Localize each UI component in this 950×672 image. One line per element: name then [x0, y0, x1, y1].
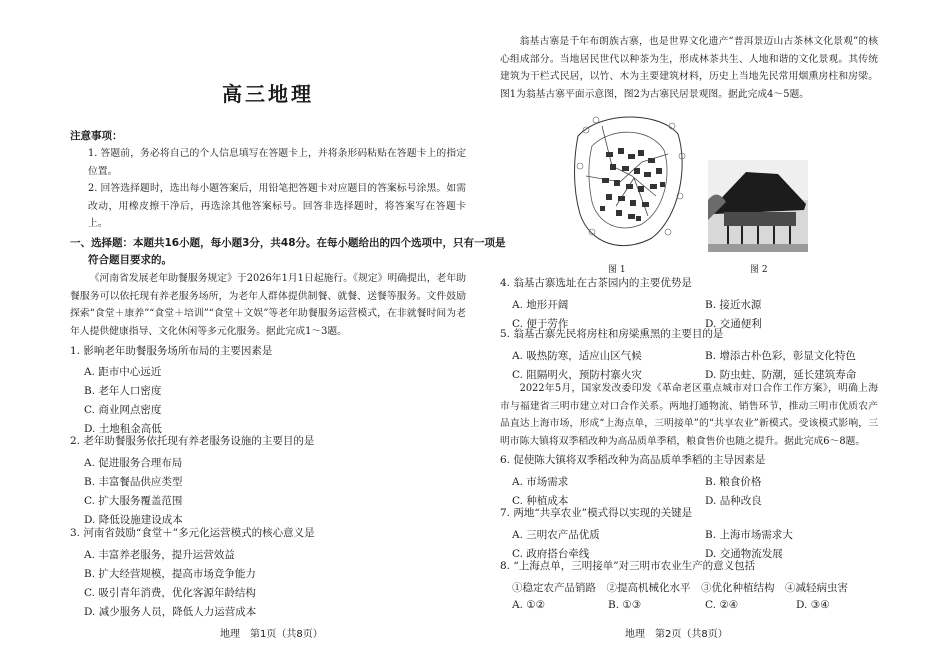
q4-option-c: C. 便于劳作 [512, 318, 569, 330]
note-item-2: 2. 回答选择题时，选出每小题答案后，用铅笔把答题卡对应题目的答案标号涂黑。如需改动，用橡皮擦干净后，再选涂其他答案标号。回答非选择题时，将答案写在答题卡上。 [88, 183, 466, 230]
q8-option-b: B. ①③ [608, 599, 642, 611]
q7-option-b: B. 上海市场需求大 [705, 529, 793, 541]
q8-option-d: D. ③④ [796, 599, 830, 611]
village-plan-figure [572, 106, 690, 256]
passage-1: 《河南省发展老年助餐服务规定》于2026年1月1日起施行。《规定》明确提出，老年助餐服务可以依托现有养老服务场所，为老年人群体提供制餐、就餐、送餐等服务。文件鼓励探索“食堂＋康养”“食堂＋培训”“食堂＋文娱”等老年助餐服务运营模式，在非就餐时间为老年人提供健康指导、文化休闲等多元化服务。据此完成1～3题。 [70, 273, 466, 337]
q2-option-a: A. 促进服务合理布局 [84, 457, 183, 469]
q1-option-d: D. 土地租金高低 [84, 423, 162, 435]
q1-option-a: A. 距市中心远近 [84, 366, 162, 378]
notes-header: 注意事项： [70, 130, 123, 142]
question-2-stem: 2. 老年助餐服务依托现有养老服务设施的主要目的是 [70, 435, 315, 447]
q3-option-d: D. 减少服务人员，降低人力运营成本 [84, 606, 257, 618]
q5-option-b: B. 增添古朴色彩，彰显文化特色 [705, 350, 856, 362]
q3-option-c: C. 吸引青年消费，优化客源年龄结构 [84, 587, 256, 599]
q2-option-b: B. 丰富餐品供应类型 [84, 476, 183, 488]
figure-2-caption: 图 2 [750, 265, 768, 275]
question-3-stem: 3. 河南省鼓励“食堂＋”多元化运营模式的核心意义是 [70, 527, 315, 539]
q7-option-a: A. 三明农产品优质 [512, 529, 600, 541]
q3-option-a: A. 丰富养老服务，提升运营效益 [84, 549, 235, 561]
section-heading: 一、选择题：本题共16小题，每小题3分，共48分。在每小题给出的四个选项中，只有一项是 [70, 237, 506, 249]
q5-option-d: D. 防虫蛀、防潮，延长建筑寿命 [705, 369, 857, 381]
q4-option-d: D. 交通便利 [705, 318, 762, 330]
page-footer-right: 地理 第2页（共8页） [625, 629, 728, 640]
q1-option-c: C. 商业网点密度 [84, 404, 162, 416]
question-6-stem: 6. 促使陈大镇将双季稻改种为高品质单季稻的主导因素是 [500, 454, 766, 466]
q1-option-b: B. 老年人口密度 [84, 385, 162, 397]
page-title: 高三地理 [222, 82, 314, 106]
q6-option-b: B. 粮食价格 [705, 476, 762, 488]
passage-3: 2022年5月，国家发改委印发《革命老区重点城市对口合作工作方案》，明确上海市与福建省三明市建立对口合作关系。两地打通物流、销售环节，推动三明市优质农产品直达上海市场，形成“上海点单，三明接单”的“共享农业”新模式。受该模式影响，三明市陈大镇将双季稻改种为高品质单季稻，粮食售价也随之提升。据此完成6～8题。 [500, 383, 878, 447]
right-page [500, 0, 878, 672]
question-5-stem: 5. 翁基古寨先民将房柱和房梁熏黑的主要目的是 [500, 328, 724, 340]
q6-option-c: C. 种植成本 [512, 495, 569, 507]
question-1-stem: 1. 影响老年助餐服务场所布局的主要因素是 [70, 345, 273, 357]
figure-1-caption: 图 1 [608, 265, 626, 275]
q4-option-a: A. 地形开阔 [512, 299, 569, 311]
q5-option-c: C. 阻隔明火，预防村寨火灾 [512, 369, 642, 381]
question-7-stem: 7. 两地“共享农业”模式得以实现的关键是 [500, 507, 693, 519]
q7-option-d: D. 交通物流发展 [705, 548, 783, 560]
q6-option-d: D. 品种改良 [705, 495, 762, 507]
q8-statements: ①稳定农产品销路 ②提高机械化水平 ③优化种植结构 ④减轻病虫害 [512, 582, 848, 594]
question-8-stem: 8. “上海点单，三明接单”对三明市农业生产的意义包括 [500, 560, 756, 572]
q2-option-c: C. 扩大服务覆盖范围 [84, 495, 183, 507]
page-footer-left: 地理 第1页（共8页） [220, 629, 323, 640]
note-item-1: 1. 答题前，务必将自己的个人信息填写在答题卡上，并将条形码粘贴在答题卡上的指定位置。 [88, 148, 466, 177]
q8-option-a: A. ①② [512, 599, 546, 611]
q4-option-b: B. 接近水源 [705, 299, 762, 311]
q2-option-d: D. 降低设施建设成本 [84, 514, 183, 526]
q5-option-a: A. 吸热防寒，适应山区气候 [512, 350, 642, 362]
q7-option-c: C. 政府搭台牵线 [512, 548, 590, 560]
passage-2: 翁基古寨是千年布朗族古寨，也是世界文化遗产“普洱景迈山古茶林文化景观”的核心组成部分。当地居民世代以种茶为生，形成林茶共生、人地和谐的文化景观。其传统建筑为干栏式民居，以竹、木为主要建筑材料，历史上当地先民常用烟熏房柱和房梁。图1为翁基古寨平面示意图，图2为古寨民居景观图。据此完成4～5题。 [500, 36, 878, 100]
question-4-stem: 4. 翁基古寨选址在古茶园内的主要优势是 [500, 277, 692, 289]
section-heading-cont: 符合题目要求的。 [88, 254, 172, 266]
stilted-house-figure [708, 160, 808, 252]
q6-option-a: A. 市场需求 [512, 476, 569, 488]
left-page [70, 0, 506, 672]
q3-option-b: B. 扩大经营规模，提高市场竞争能力 [84, 568, 256, 580]
q8-option-c: C. ②④ [705, 599, 739, 611]
